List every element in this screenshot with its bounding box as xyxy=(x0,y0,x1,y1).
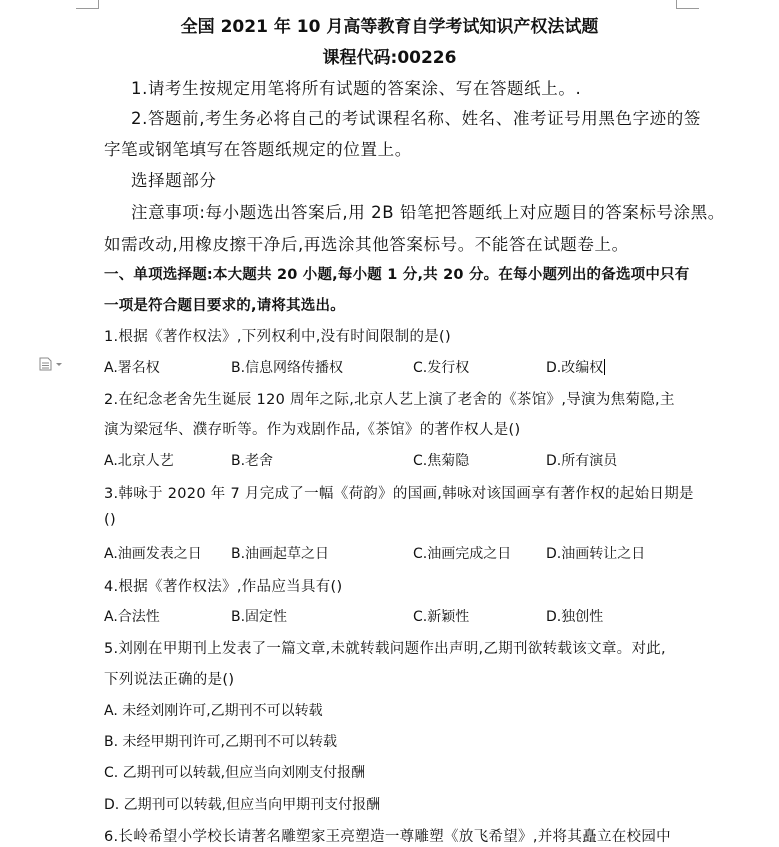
notice-line-a: 注意事项:每小题选出答案后,用 2B 铅笔把答题纸上对应题目的答案标号涂黑。 xyxy=(131,203,725,222)
question-1-option-a: A.署名权 xyxy=(104,360,160,376)
question-3-stem-line-a: 3.韩咏于 2020 年 7 月完成了一幅《荷韵》的国画,韩咏对该国画享有著作权的起始日期是 xyxy=(104,486,694,502)
question-5-stem-line-b: 下列说法正确的是() xyxy=(104,672,235,688)
question-1-option-d xyxy=(546,357,605,377)
exam-title: 全国 2021 年 10 月高等教育自学考试知识产权法试题 xyxy=(180,17,599,37)
question-3-option-d: D.油画转让之日 xyxy=(546,546,646,562)
instruction-2-line-b: 字笔或钢笔填写在答题纸规定的位置上。 xyxy=(104,140,412,159)
question-2-option-c: C.焦菊隐 xyxy=(413,453,470,469)
question-2-stem-line-b: 演为梁冠华、濮存昕等。作为戏剧作品,《茶馆》的著作权人是() xyxy=(104,422,521,438)
notice-line-b: 如需改动,用橡皮擦干净后,再选涂其他答案标号。不能答在试题卷上。 xyxy=(104,235,629,254)
part1-heading-line-b: 一项是符合题目要求的,请将其选出。 xyxy=(104,298,345,314)
question-2-stem-line-a: 2.在纪念老舍先生诞辰 120 周年之际,北京人艺上演了老舍的《茶馆》,导演为焦菊隐,主 xyxy=(104,392,675,408)
question-4-stem: 4.根据《著作权法》,作品应当具有() xyxy=(104,579,343,595)
question-2-option-b: B.老舍 xyxy=(231,453,274,469)
question-4-option-d: D.独创性 xyxy=(546,609,604,625)
question-1-option-d-text: D.改编权 xyxy=(546,360,604,376)
section-title: 选择题部分 xyxy=(131,171,217,190)
question-4-option-a: A.合法性 xyxy=(104,609,160,625)
question-3-stem-line-b: () xyxy=(104,512,116,528)
question-4-option-b: B.固定性 xyxy=(231,609,288,625)
course-code: 课程代码:00226 xyxy=(322,48,457,68)
question-1-stem: 1.根据《著作权法》,下列权利中,没有时间限制的是() xyxy=(104,329,451,345)
question-3-option-a: A.油画发表之日 xyxy=(104,546,202,562)
question-2-option-d: D.所有演员 xyxy=(546,453,618,469)
page-corner-mark-right xyxy=(676,0,699,9)
question-3-option-c: C.油画完成之日 xyxy=(413,546,512,562)
question-1-option-b: B.信息网络传播权 xyxy=(231,360,344,376)
question-1-option-c: C.发行权 xyxy=(413,360,470,376)
question-5-option-c: C. 乙期刊可以转载,但应当向刘刚支付报酬 xyxy=(104,765,366,781)
document-options-icon[interactable] xyxy=(38,356,64,370)
question-3-option-b: B.油画起草之日 xyxy=(231,546,330,562)
question-2-option-a: A.北京人艺 xyxy=(104,453,174,469)
question-5-option-b: B. 未经甲期刊许可,乙期刊不可以转载 xyxy=(104,734,337,750)
instruction-2-line-a: 2.答题前,考生务必将自己的考试课程名称、姓名、准考证号用黑色字迹的签 xyxy=(131,109,701,128)
question-4-option-c: C.新颖性 xyxy=(413,609,470,625)
instruction-1: 1.请考生按规定用笔将所有试题的答案涂、写在答题纸上。. xyxy=(131,79,582,98)
part1-heading-line-a: 一、单项选择题:本大题共 20 小题,每小题 1 分,共 20 分。在每小题列出的备选项中只有 xyxy=(104,267,690,283)
question-5-stem-line-a: 5.刘刚在甲期刊上发表了一篇文章,未就转载问题作出声明,乙期刊欲转载该文章。对此, xyxy=(104,641,666,657)
text-cursor xyxy=(604,359,605,375)
page-corner-mark-left xyxy=(76,0,99,9)
question-6-stem-line-a: 6.长岭希望小学校长请著名雕塑家王亮塑造一尊雕塑《放飞希望》,并将其矗立在校园中 xyxy=(104,829,671,845)
question-5-option-a: A. 未经刘刚许可,乙期刊不可以转载 xyxy=(104,703,323,719)
question-5-option-d: D. 乙期刊可以转载,但应当向甲期刊支付报酬 xyxy=(104,797,381,813)
